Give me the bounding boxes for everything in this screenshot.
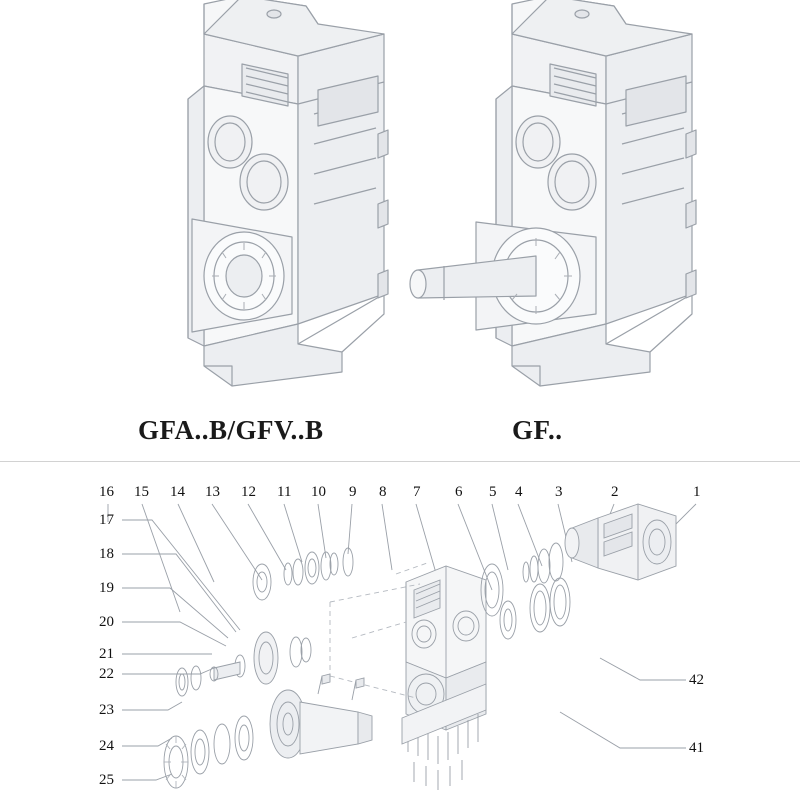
callout-number-42: 42 xyxy=(689,672,704,688)
callout-number-14: 14 xyxy=(170,484,185,500)
callout-number-6: 6 xyxy=(455,484,463,500)
callout-number-10: 10 xyxy=(311,484,326,500)
caption-right-model: GF.. xyxy=(512,415,563,445)
callout-number-11: 11 xyxy=(277,484,292,500)
callout-number-4: 4 xyxy=(515,484,523,500)
callout-number-12: 12 xyxy=(241,484,256,500)
callout-number-24: 24 xyxy=(99,738,114,754)
callout-number-1: 1 xyxy=(693,484,701,500)
callout-number-9: 9 xyxy=(349,484,357,500)
callout-number-16: 16 xyxy=(99,484,114,500)
callout-number-5: 5 xyxy=(489,484,497,500)
exploded-parts-diagram xyxy=(0,462,800,800)
callout-number-23: 23 xyxy=(99,702,114,718)
caption-left-model: GFA..B/GFV..B xyxy=(138,415,324,445)
callout-number-25: 25 xyxy=(99,772,114,788)
callout-number-7: 7 xyxy=(413,484,421,500)
callout-number-15: 15 xyxy=(134,484,149,500)
exploded-diagram-graphics xyxy=(0,462,800,800)
gearbox-gf-drawing xyxy=(400,0,720,404)
callout-number-3: 3 xyxy=(555,484,563,500)
callout-number-13: 13 xyxy=(205,484,220,500)
callout-number-19: 19 xyxy=(99,580,114,596)
callout-number-18: 18 xyxy=(99,546,114,562)
callout-number-41: 41 xyxy=(689,740,704,756)
callout-number-22: 22 xyxy=(99,666,114,682)
gearbox-gfa-gfv-b-drawing xyxy=(92,0,392,404)
callout-number-8: 8 xyxy=(379,484,387,500)
callout-number-21: 21 xyxy=(99,646,114,662)
callout-number-2: 2 xyxy=(611,484,619,500)
callout-number-20: 20 xyxy=(99,614,114,630)
callout-number-17: 17 xyxy=(99,512,114,528)
